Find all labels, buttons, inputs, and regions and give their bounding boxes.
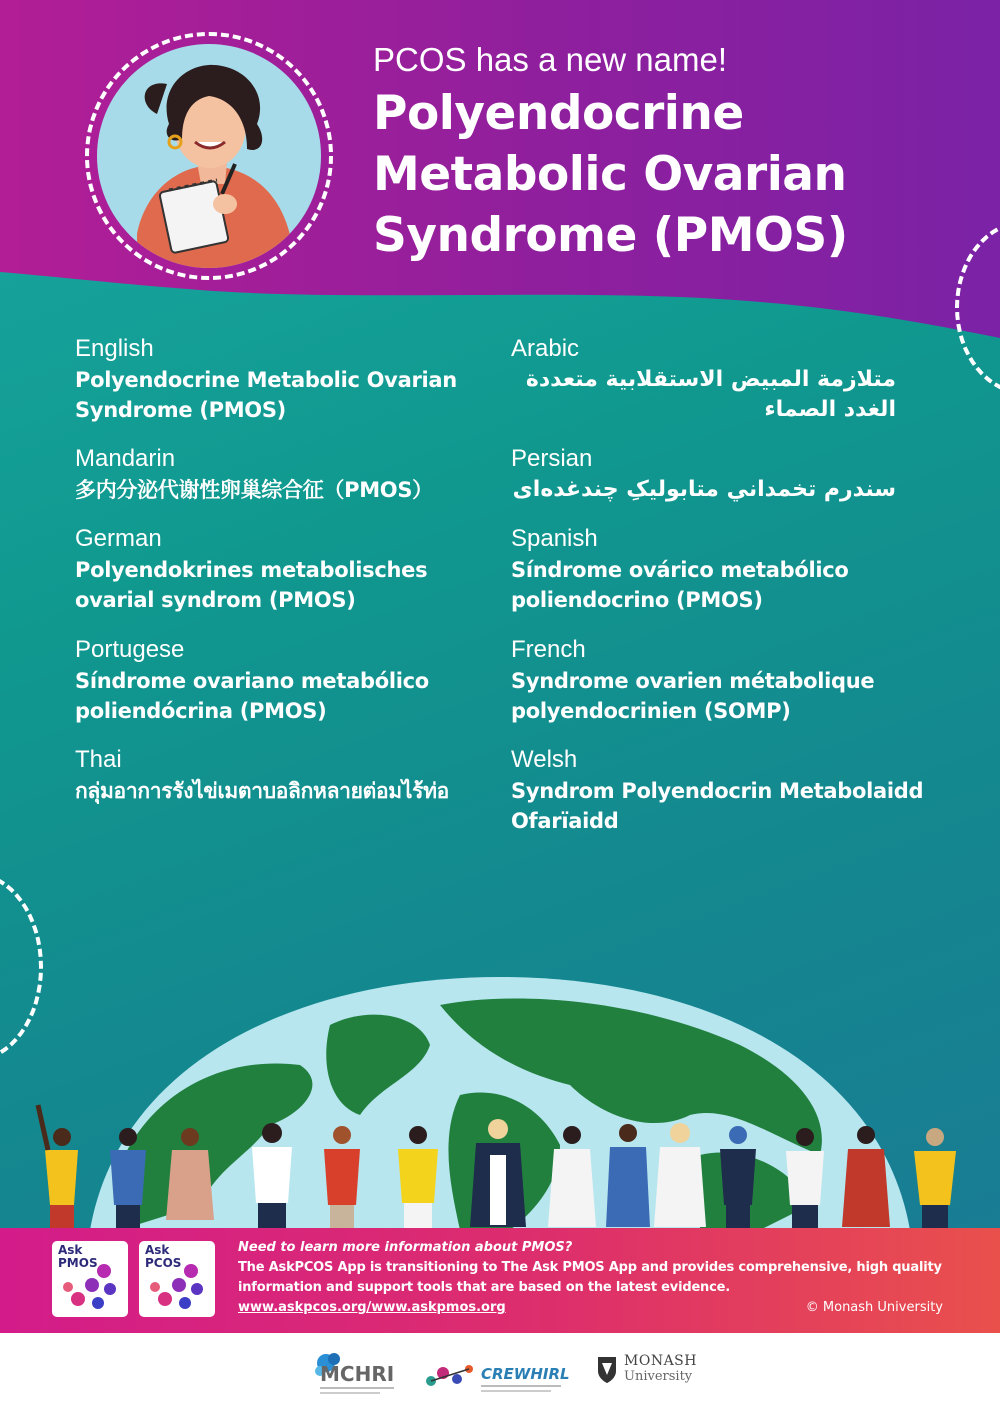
language-entry-german xyxy=(75,524,511,635)
language-row xyxy=(75,444,925,524)
language-entry-arabic xyxy=(511,334,947,444)
info-band xyxy=(0,1228,1000,1333)
language-name: Mandarin xyxy=(75,445,176,472)
language-name: Welsh xyxy=(511,746,578,773)
language-term: 多内分泌代谢性卵巢综合征（PMOS） xyxy=(75,478,433,502)
language-entry-persian xyxy=(511,444,947,524)
language-name: Thai xyxy=(75,746,122,773)
app-name: Ask PMOS xyxy=(58,1243,98,1270)
language-row xyxy=(75,635,925,745)
info-links-row xyxy=(238,1298,943,1318)
info-body: The AskPCOS App is transitioning to The Ask PMOS App and provides comprehensive, high quality information and support tools that are based on the latest evidence. xyxy=(238,1260,942,1295)
language-term: Síndrome ovariano metabólico poliendócrina (PMOS) xyxy=(75,669,429,723)
language-entry-english xyxy=(75,334,511,444)
website-links[interactable]: www.askpcos.org/www.askpmos.org xyxy=(238,1300,506,1315)
copyright: © Monash University xyxy=(805,1300,943,1315)
footer-logos xyxy=(0,1333,1000,1415)
language-name: German xyxy=(75,525,162,552)
language-grid xyxy=(75,334,925,835)
language-name: Persian xyxy=(511,445,593,472)
main-title xyxy=(373,83,973,266)
monash-wordmark: MONASH xyxy=(624,1353,697,1369)
crewhirl-logo xyxy=(425,1351,570,1401)
title-line: Syndrome (PMOS) xyxy=(373,208,848,263)
language-term: Polyendokrines metabolisches ovarial syndrom (PMOS) xyxy=(75,558,428,612)
svg-text:CREWHIRL: CREWHIRL xyxy=(481,1365,570,1383)
title-line: Polyendocrine xyxy=(373,86,744,141)
tagline: PCOS has a new name! xyxy=(373,41,728,78)
title-line: Metabolic Ovarian xyxy=(373,147,847,202)
info-question: Need to learn more information about PMOS? xyxy=(238,1240,573,1255)
avatar-dashed-ring xyxy=(85,32,333,280)
language-term: متلازمة المبيض الاستقلابية متعددة الغدد الصماء xyxy=(525,367,896,422)
app-name: Ask PCOS xyxy=(145,1243,182,1270)
language-name: Spanish xyxy=(511,525,598,552)
header-text xyxy=(373,40,973,266)
language-row xyxy=(75,334,925,444)
language-entry-portugese xyxy=(75,635,511,745)
svg-text:MCHRI: MCHRI xyxy=(320,1362,395,1386)
language-name: French xyxy=(511,636,586,663)
language-row xyxy=(75,524,925,635)
language-entry-mandarin xyxy=(75,444,511,524)
language-name: Portugese xyxy=(75,636,185,663)
mchri-logo xyxy=(312,1351,402,1401)
monash-subtitle: University xyxy=(624,1369,693,1384)
language-term: กลุ่มอาการรังไข่เมตาบอลิกหลายต่อมไร้ท่อ xyxy=(75,779,449,803)
language-entry-welsh xyxy=(511,745,947,835)
language-name: English xyxy=(75,335,154,362)
language-term: سندرم تخمداني متابوليکِ چندغده‌ای xyxy=(512,477,896,502)
info-text xyxy=(238,1238,958,1318)
language-term: Syndrome ovarien métabolique polyendocrinien (SOMP) xyxy=(511,669,875,723)
ask-pmos-app-icon[interactable] xyxy=(52,1241,128,1317)
language-term: Síndrome ovárico metabólico poliendocrino (PMOS) xyxy=(511,558,849,612)
language-entry-spanish xyxy=(511,524,947,635)
language-term: Polyendocrine Metabolic Ovarian Syndrome (PMOS) xyxy=(75,368,457,422)
language-name: Arabic xyxy=(511,335,580,362)
language-term: Syndrom Polyendocrin Metabolaidd Ofarïaidd xyxy=(511,779,924,833)
ask-pcos-app-icon[interactable] xyxy=(139,1241,215,1317)
language-entry-thai xyxy=(75,745,511,835)
globe-with-people-illustration xyxy=(0,965,1000,1230)
language-row xyxy=(75,745,925,835)
language-entry-french xyxy=(511,635,947,745)
